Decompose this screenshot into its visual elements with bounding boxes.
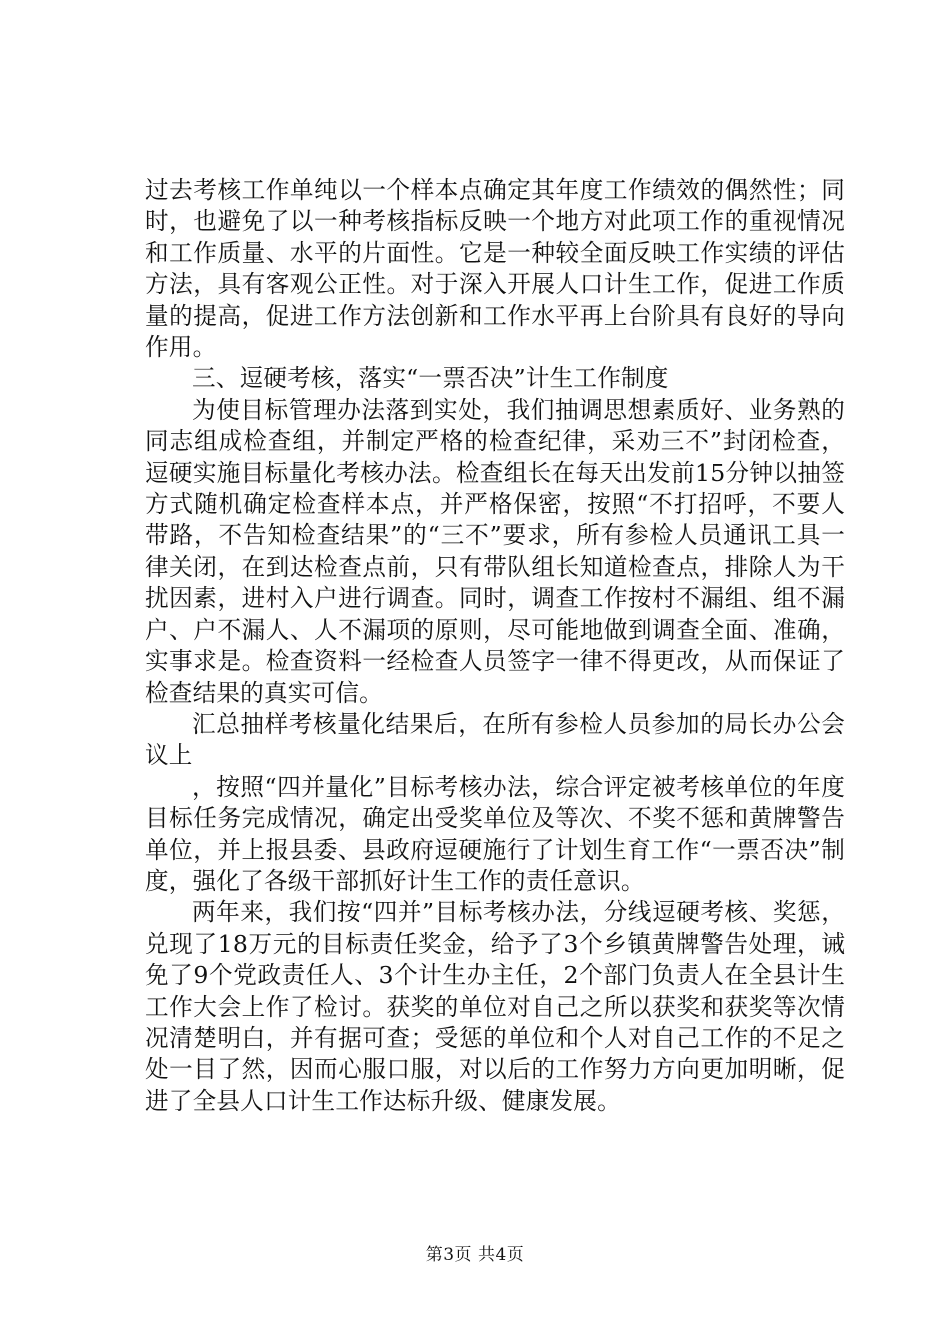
paragraph-evaluation: ，按照“四并量化”目标考核办法，综合评定被考核单位的年度目标任务完成情况，确定出受奖单位及等次、不奖不惩和黄牌警告单位，并上报县委、县政府逗硬施行了计划生育工作“一票否决”制度，强化了各级干部抓好计生工作的责任意识。: [145, 772, 845, 895]
paragraph-summary-meeting: 汇总抽样考核量化结果后，在所有参检人员参加的局长办公会议上: [145, 709, 845, 770]
page-number-footer: 第3页 共4页: [425, 1245, 525, 1265]
paragraph-results: 两年来，我们按“四并”目标考核办法，分线逗硬考核、奖惩，兑现了18万元的目标责任奖金，给予了3个乡镇黄牌警告处理，诫免了9个党政责任人、3个计生办主任，2个部门负责人在全县计生工作大会上作了检讨。获奖的单位对自己之所以获奖和获奖等次情况清楚明白，并有据可查；受惩的单位和个人对自己工作的不足之处一目了然，因而心服口服，对以后的工作努力方向更加明晰，促进了全县人口计生工作达标升级、健康发展。: [145, 898, 845, 1115]
paragraph-inspection: 为使目标管理办法落到实处，我们抽调思想素质好、业务熟的同志组成检查组，并制定严格的检查纪律，采劝三不”封闭检查，逗硬实施目标量化考核办法。检查组长在每天出发前15分钟以抽签方式随机确定检查样本点，并严格保密，按照“不打招呼，不要人带路，不告知检查结果”的“三不”要求，所有参检人员通讯工具一律关闭，在到达检查点前，只有带队组长知道检查点，排除人为干扰因素，进村入户进行调查。同时，调查工作按村不漏组、组不漏户、户不漏人、人不漏项的原则，尽可能地做到调查全面、准确，实事求是。检查资料一经检查人员签字一律不得更改，从而保证了检查结果的真实可信。: [145, 395, 845, 707]
document-body: [145, 175, 845, 1117]
section-heading-three: 三、逗硬考核，落实“一票否决”计生工作制度: [192, 364, 669, 393]
paragraph-continuation: 过去考核工作单纯以一个样本点确定其年度工作绩效的偶然性；同时，也避免了以一种考核指标反映一个地方对此项工作的重视情况和工作质量、水平的片面性。它是一种较全面反映工作实绩的评估方法，具有客观公正性。对于深入开展人口计生工作，促进工作质量的提高，促进工作方法创新和工作水平再上台阶具有良好的导向作用。: [145, 176, 845, 362]
